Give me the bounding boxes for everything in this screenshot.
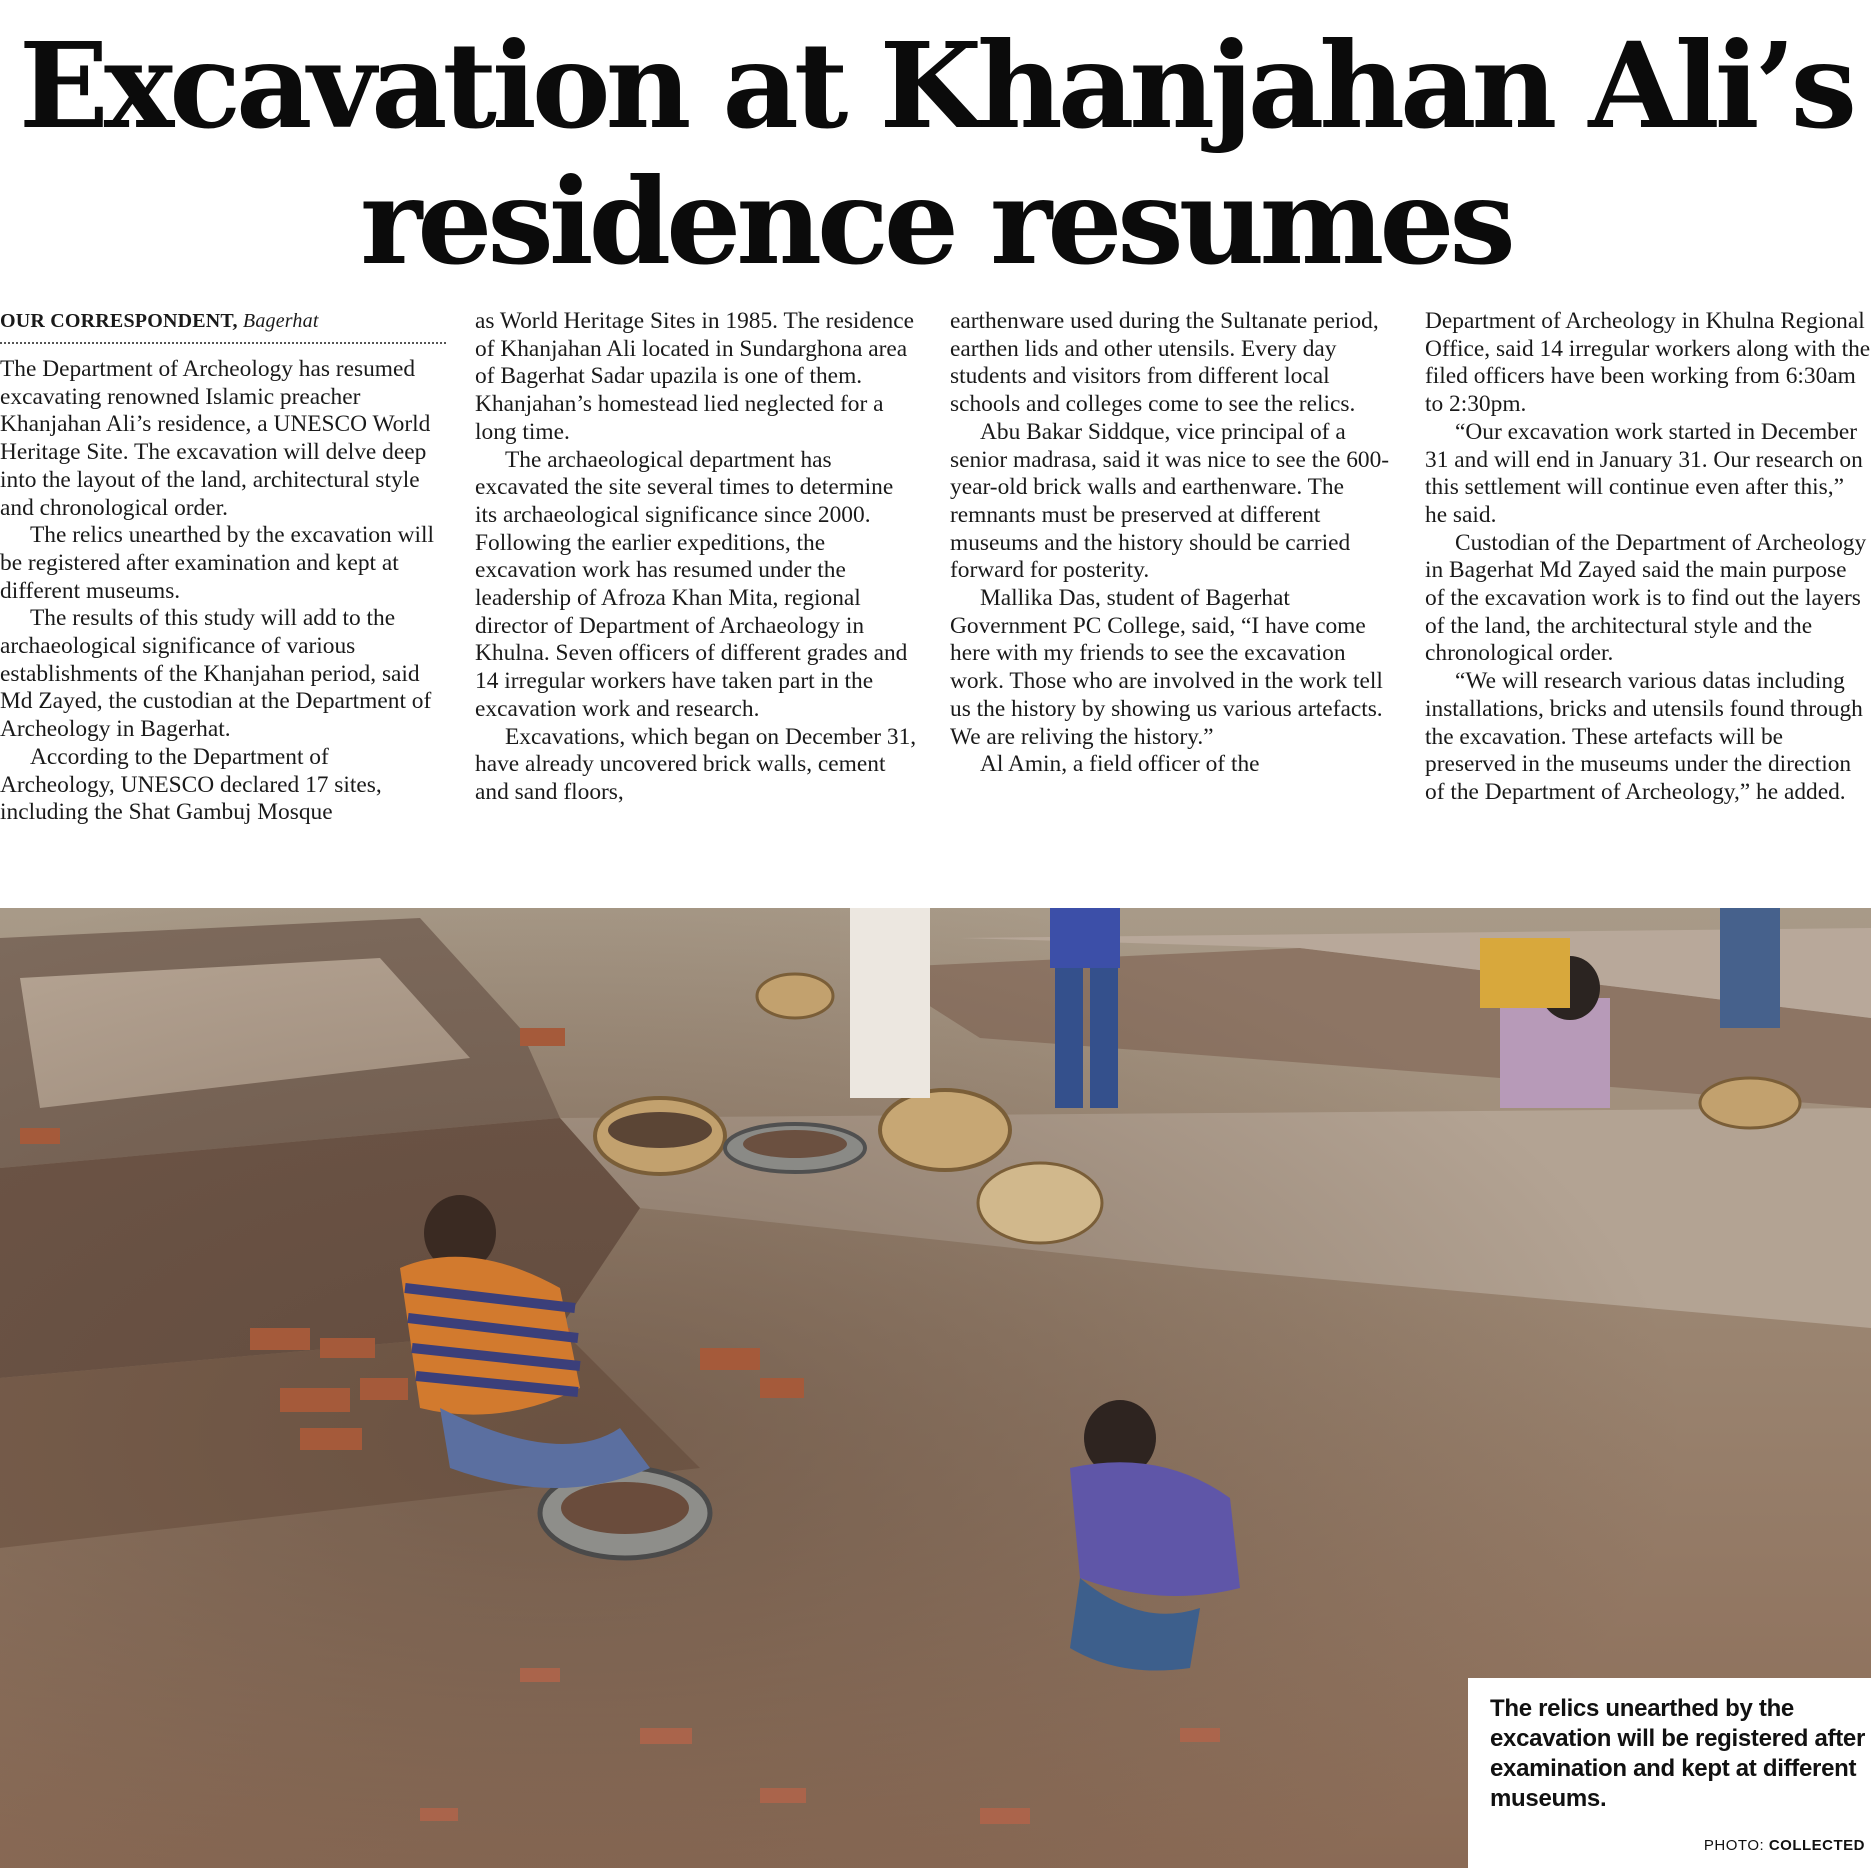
headline-line-2: residence resumes <box>360 152 1511 291</box>
paragraph: Mallika Das, student of Bagerhat Government PC College, said, “I have come here with my friends to see the excavation work. Those who are involved in the work tell us the history by showing us various artefacts. We are reliving the history.” <box>950 585 1383 750</box>
paragraph: Abu Bakar Siddque, vice principal of a senior madrasa, said it was nice to see the 600-year-old brick walls and earthenware. The remnants must be preserved at different museums and the history should be carried forward for posterity. <box>950 418 1390 584</box>
article-column-4 <box>1425 308 1871 807</box>
article-column-1 <box>0 308 446 827</box>
paragraph: The relics unearthed by the excavation will be registered after examination and kept at different museums. <box>0 522 434 604</box>
photo-credit-source: COLLECTED <box>1768 1837 1865 1854</box>
byline-author: OUR CORRESPONDENT, <box>0 310 238 332</box>
paragraph: “Our excavation work started in December 31 and will end in January 31. Our research on this settlement will continue even after this,” he said. <box>1425 418 1863 528</box>
paragraph: According to the Department of Archeology, UNESCO declared 17 sites, including the Shat Gambuj Mosque <box>0 743 382 826</box>
headline-line-1: Excavation at Khanjahan Ali’s <box>18 16 1853 155</box>
paragraph: earthenware used during the Sultanate period, earthen lids and other utensils. Every day students and visitors from different local schools and colleges come to see the relics. <box>950 308 1379 418</box>
photo-caption-box <box>1468 1678 1871 1868</box>
paragraph: Department of Archeology in Khulna Regional Office, said 14 irregular workers along with the filed officers have been working from 6:30am to 2:30pm. <box>1425 308 1871 418</box>
paragraph: The archaeological department has excavated the site several times to determine its archaeological significance since 2000. Following the earlier expeditions, the excavation work has resumed under the leadership of Afroza Khan Mita, regional director of Department of Archaeology in Khulna. Seven officers of different grades and 14 irregular workers have taken part in the excavation work and research. <box>475 446 908 722</box>
paragraph: Excavations, which began on December 31, have already uncovered brick walls, cement and sand floors, <box>475 723 917 805</box>
byline <box>0 308 446 344</box>
paragraph: The results of this study will add to the archaeological significance of various establishments of the Khanjahan period, said Md Zayed, the custodian at the Department of Archeology in Bagerhat. <box>0 605 432 743</box>
paragraph: Al Amin, a field officer of the <box>980 751 1260 778</box>
article-column-2 <box>475 308 921 807</box>
photo-credit <box>1704 1837 1865 1854</box>
paragraph: The Department of Archeology has resumed excavating renowned Islamic preacher Khanjahan Ali’s residence, a UNESCO World Heritage Site. The excavation will delve deep into the layout of the land, architectural style and chronological order. <box>0 356 431 521</box>
byline-place: Bagerhat <box>242 310 319 332</box>
headline <box>0 18 1871 290</box>
photo-credit-label: PHOTO: <box>1703 1837 1765 1854</box>
photo-caption: The relics unearthed by the excavation will be registered after examination and kept at different museums. <box>1490 1695 1865 1812</box>
paragraph: “We will research various datas including installations, bricks and utensils found through the excavation. These artefacts will be preserved in the museums under the direction of the Department of Archeology,” he added. <box>1425 668 1863 805</box>
paragraph: Custodian of the Department of Archeology in Bagerhat Md Zayed said the main purpose of the excavation work is to find out the layers of the land, the architectural style and the chronological order. <box>1425 529 1867 667</box>
paragraph: as World Heritage Sites in 1985. The residence of Khanjahan Ali located in Sundarghona area of Bagerhat Sadar upazila is one of them. Khanjahan’s homestead lied neglected for a long time. <box>475 308 914 445</box>
article-column-3 <box>950 308 1396 779</box>
